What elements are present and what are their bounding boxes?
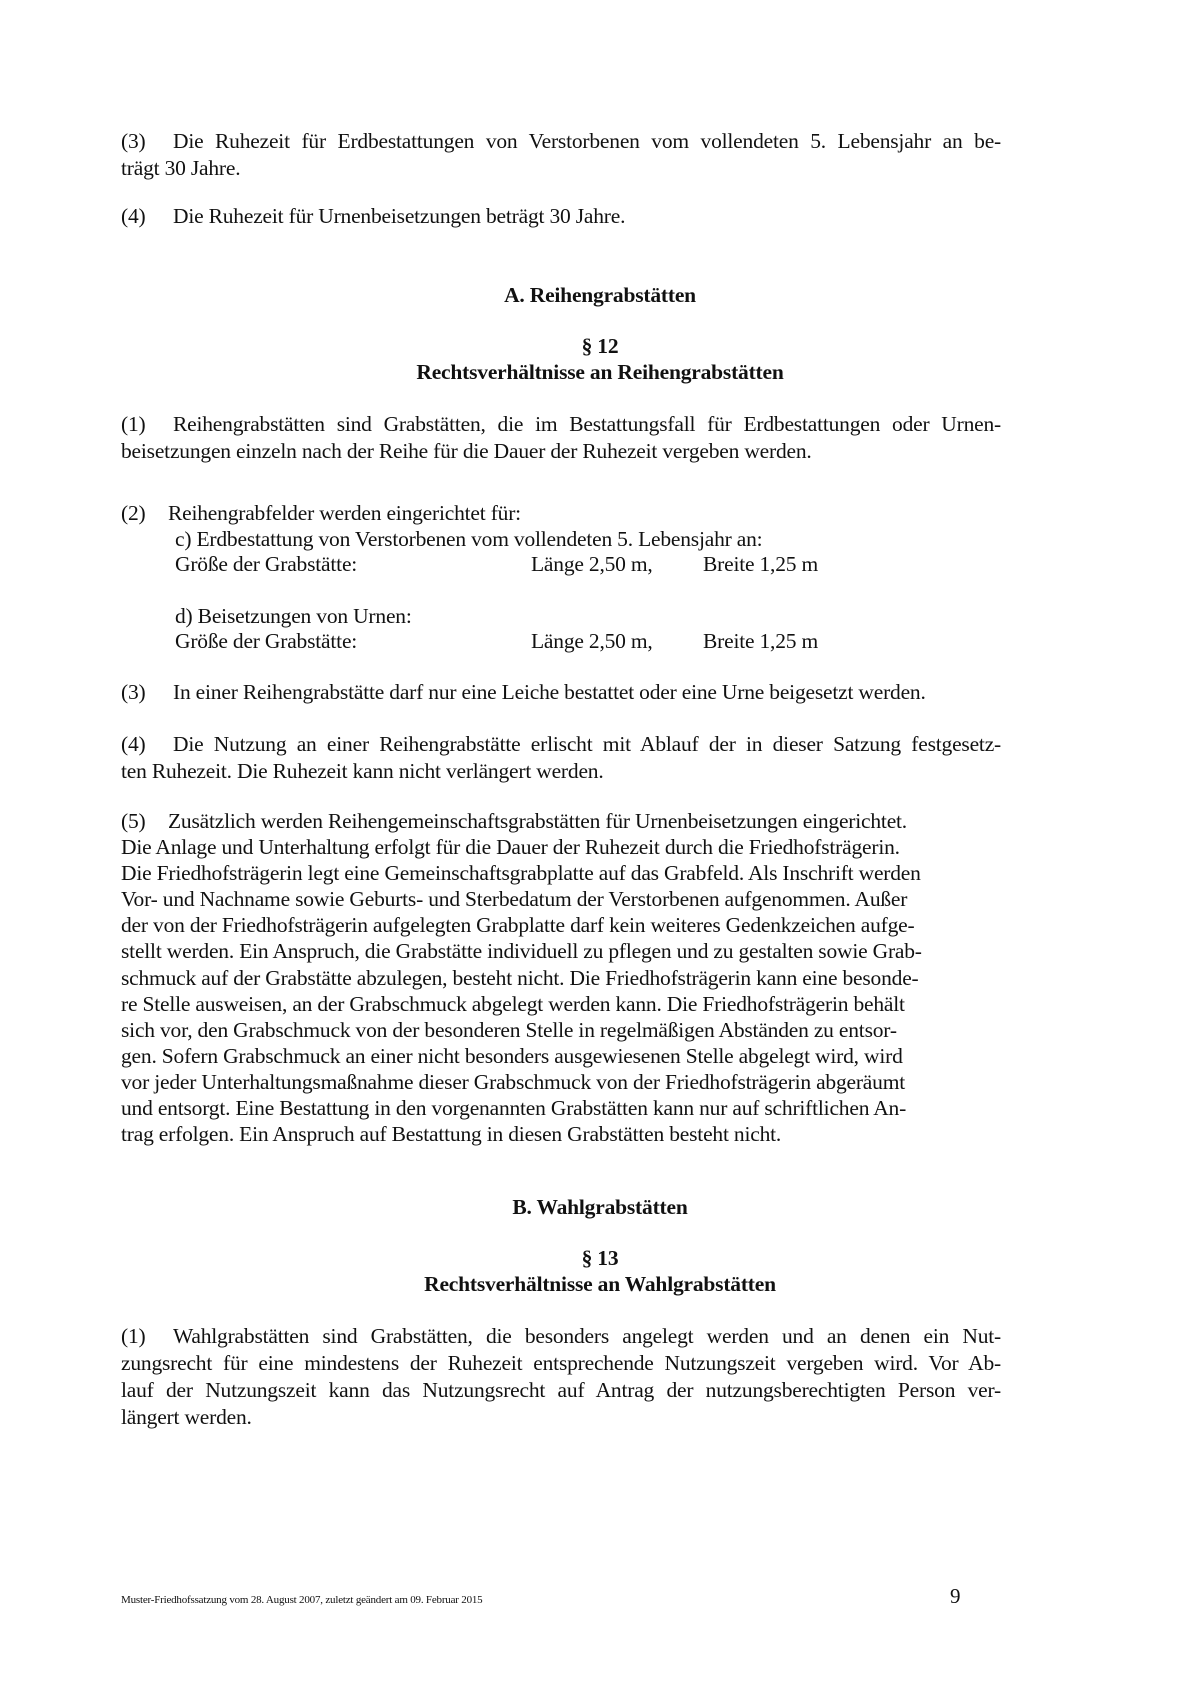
section-12-paragraph-2-intro: (2) Reihengrabfelder werden eingerichtet für: <box>121 501 521 525</box>
section-12-title: Rechtsverhältnisse an Reihengrabstätten <box>416 360 784 384</box>
section-12-paragraph-4: (4) Die Nutzung an einer Reihengrabstätte erlischt mit Ablauf der in dieser Satzung festgesetz- ten Ruhezeit. Die Ruhezeit kann nicht verlängert werden. <box>121 732 1001 783</box>
section-b-title: B. Wahlgrabstätten <box>512 1195 688 1219</box>
item-c-width: Breite 1,25 m <box>703 552 819 576</box>
section-12-paragraph-1: (1) Reihengrabstätten sind Grabstätten, die im Bestattungsfall für Erdbestattungen oder Urnen- beisetzungen einzeln nach der Reihe für die Dauer der Ruhezeit vergeben werden. <box>121 412 1001 463</box>
item-d-size-label: Größe der Grabstätte: <box>175 629 358 653</box>
section-12-paragraph-5: (5) Zusätzlich werden Reihengemeinschaftsgrabstätten für Urnenbeisetzungen eingerichtet. Die Anlage und Unterhaltung erfolgt für die Dauer der Ruhezeit durch die Friedhofsträgerin. Die Friedhofsträgerin legt eine Gemeinschaftsgrabplatte auf das Grabfeld. Als Inschrift werden Vor- und Nachname sowie Geburts- und Sterbedatum der Verstorbenen aufgenommen. Außer der von der Friedhofsträgerin aufgelegten Grabplatte darf kein weiteres Gedenkzeichen aufge- stellt werden. Ein Anspruch, die Grabstätte individuell zu pflegen und zu gestalten sowie Grab- schmuck auf der Grabstätte abzulegen, besteht nicht. Die Friedhofsträgerin kann eine besonde- re Stelle ausweisen, an der Grabschmuck abgelegt werden kann. Die Friedhofsträgerin behält sich vor, den Grabschmuck von der besonderen Stelle in regelmäßigen Abständen zu entsor- gen. Sofern Grabschmuck an einer nicht besonders ausgewiesenen Stelle abgelegt wird, wird vor jeder Unterhaltungsmaßnahme dieser Grabschmuck von der Friedhofsträgerin abgeräumt und entsorgt. Eine Bestattung in den vorgenannten Grabstätten kann nur auf schriftlichen An- trag erfolgen. Ein Anspruch auf Bestattung in diesen Grabstätten besteht nicht. <box>121 809 922 1147</box>
item-d-length: Länge 2,50 m, <box>531 629 653 653</box>
paragraph-3-ruhezeit-erdbestattung: (3) Die Ruhezeit für Erdbestattungen von Verstorbenen vom vollendeten 5. Lebensjahr an be- trägt 30 Jahre. <box>121 129 1001 180</box>
item-c-length: Länge 2,50 m, <box>531 552 653 576</box>
paragraph-4-ruhezeit-urnen: (4) Die Ruhezeit für Urnenbeisetzungen beträgt 30 Jahre. <box>121 204 626 228</box>
section-12-sign: § 12 <box>581 334 619 358</box>
section-13-title: Rechtsverhältnisse an Wahlgrabstätten <box>424 1272 776 1296</box>
section-13-paragraph-1: (1) Wahlgrabstätten sind Grabstätten, die besonders angelegt werden und an denen ein Nut- zungsrecht für eine mindestens der Ruhezeit entsprechende Nutzungszeit vergeben wird. Vor Ab- lauf der Nutzungszeit kann das Nutzungsrecht auf Antrag der nutzungsberechtigten Person ver- längert werden. <box>121 1324 1001 1429</box>
item-d-label: d) Beisetzungen von Urnen: <box>175 604 412 628</box>
section-a-title: A. Reihengrabstätten <box>504 283 696 307</box>
item-c-size-label: Größe der Grabstätte: <box>175 552 358 576</box>
item-c-label: c) Erdbestattung von Verstorbenen vom vollendeten 5. Lebensjahr an: <box>175 527 763 551</box>
section-12-paragraph-3: (3) In einer Reihengrabstätte darf nur eine Leiche bestattet oder eine Urne beigesetzt werden. <box>121 680 926 704</box>
page-number: 9 <box>950 1584 961 1608</box>
item-d-width: Breite 1,25 m <box>703 629 819 653</box>
footer-document-reference: Muster-Friedhofssatzung vom 28. August 2007, zuletzt geändert am 09. Februar 2015 <box>121 1594 483 1606</box>
section-13-sign: § 13 <box>581 1246 619 1270</box>
